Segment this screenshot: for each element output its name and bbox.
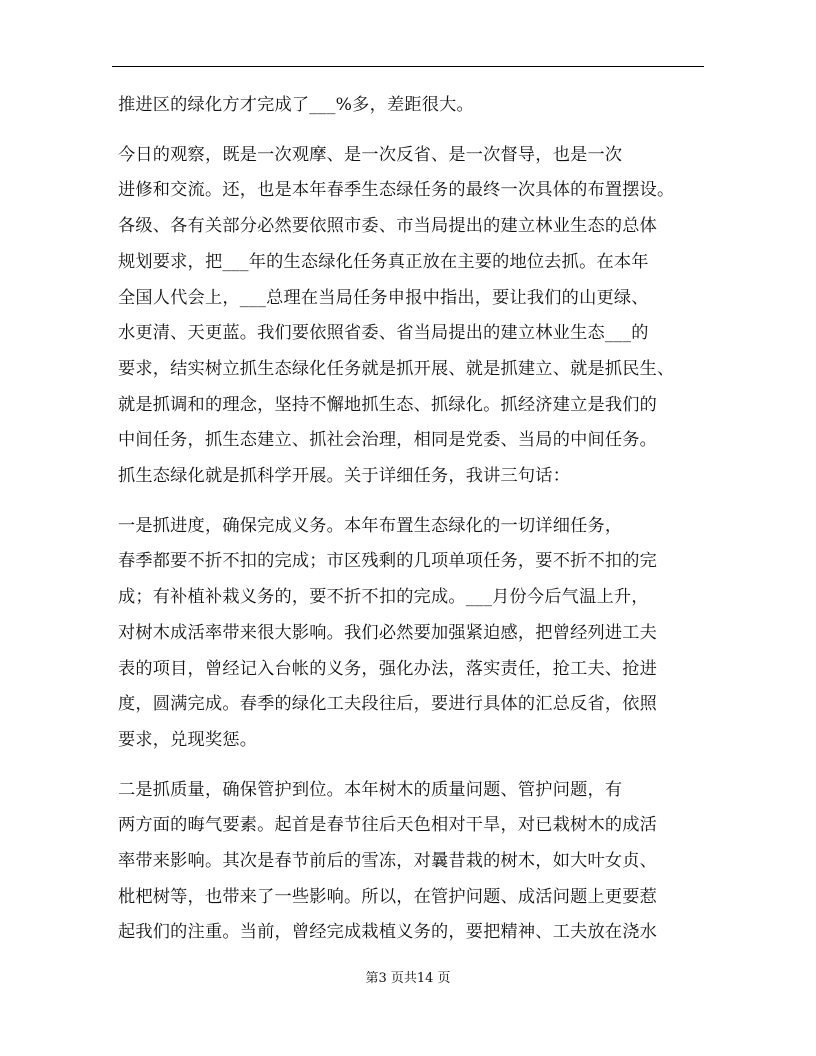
text-line: 全国人代会上，___总理在当局任务申报中指出，要让我们的山更绿、 [118, 287, 649, 308]
text-line: 抓生态绿化就是抓科学开展。关于详细任务，我讲三句话： [118, 466, 571, 487]
text-line: 要求，结实树立抓生态绿化任务就是抓开展、就是抓建立、就是抓民生、 [118, 358, 675, 379]
text-line: 今日的观察，既是一次观摩、是一次反省、是一次督导，也是一次 [118, 144, 623, 165]
text-line: 率带来影响。其次是春节前后的雪冻，对曩昔栽的树木，如大叶女贞、 [118, 851, 658, 872]
text-line: 规划要求，把___年的生态绿化任务真正放在主要的地位去抓。在本年 [118, 251, 649, 272]
text-line: 两方面的晦气要素。起首是春节往后天色相对干旱，对已栽树木的成活 [118, 815, 658, 836]
page-number-footer: 第3 页共14 页 [365, 971, 451, 986]
text-line: 度，圆满完成。春季的绿化工夫段往后，要进行具体的汇总反省，依照 [118, 694, 658, 715]
text-line: 各级、各有关部分必然要依照市委、市当局提出的建立林业生态的总体 [118, 216, 658, 237]
text-line: 春季都要不折不扣的完成；市区残剩的几项单项任务，要不折不扣的完 [118, 551, 658, 572]
text-line: 就是抓调和的理念，坚持不懈地抓生态、抓绿化。抓经济建立是我们的 [118, 394, 658, 415]
text-line: 要求，兑现奖惩。 [118, 729, 258, 750]
text-line: 二是抓质量，确保管护到位。本年树木的质量问题、管护问题，有 [118, 779, 623, 800]
text-line: 成；有补植补栽义务的，要不折不扣的完成。___月份今后气温上升， [118, 587, 649, 608]
paragraph-1 [118, 88, 710, 124]
paragraph-3 [118, 509, 710, 759]
body-text [118, 88, 710, 951]
text-line: 枇杷树等，也带来了一些影响。所以，在管护问题、成活问题上更要惹 [118, 886, 658, 907]
text-line: 水更清、天更蓝。我们要依照省委、省当局提出的建立林业生态___的 [118, 323, 649, 344]
text-line: 中间任务，抓生态建立、抓社会治理，相同是党委、当局的中间任务。 [118, 430, 658, 451]
text-line: 进修和交流。还，也是本年春季生态绿任务的最终一次具体的布置摆设。 [118, 180, 675, 201]
paragraph-4 [118, 773, 710, 952]
text-line: 一是抓进度，确保完成义务。本年布置生态绿化的一切详细任务， [118, 515, 623, 536]
header-rule [112, 66, 704, 67]
text-line: 推进区的绿化方才完成了___%多，差距很大。 [118, 95, 474, 115]
text-line: 对树木成活率带来很大影响。我们必然要加强紧迫感，把曾经列进工夫 [118, 622, 658, 643]
text-line: 起我们的注重。当前，曾经完成栽植义务的，要把精神、工夫放在浇水 [118, 922, 658, 943]
text-line: 表的项目，曾经记入台帐的义务，强化办法，落实责任，抢工夫、抢进 [118, 658, 658, 679]
paragraph-2 [118, 138, 710, 495]
